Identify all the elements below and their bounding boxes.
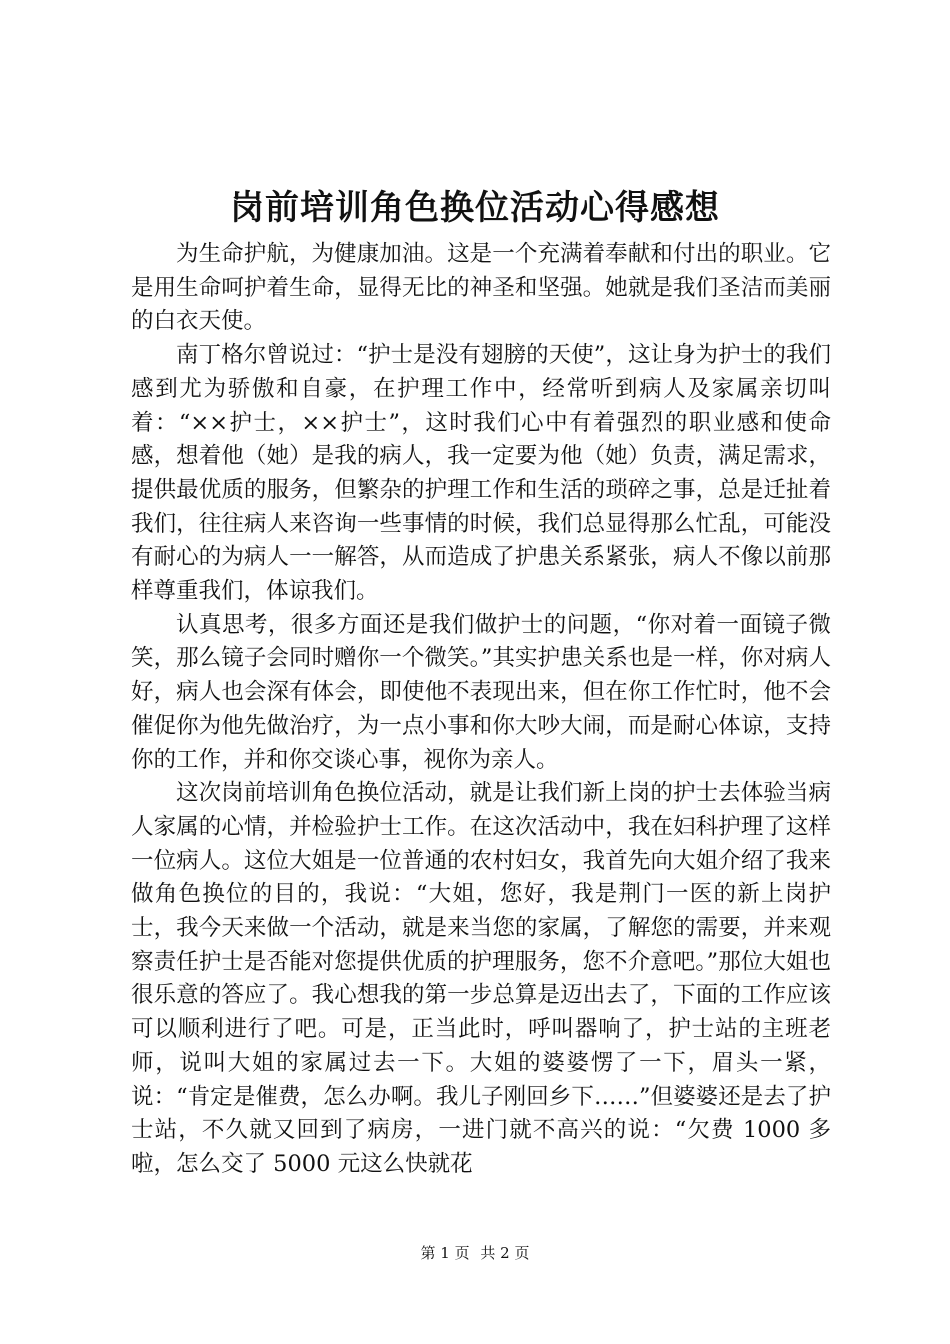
paragraph-2: 南丁格尔曾说过：“护士是没有翅膀的天使”，这让身为护士的我们感到尤为骄傲和自豪，在护理工作中，经常听到病人及家属亲切叫着：“××护士，××护士”，这时我们心中有着强烈的职业感和使命感，想着他（她）是我的病人，我一定要为他（她）负责，满足需求，提供最优质的服务，但繁杂的护理工作和生活的琐碎之事，总是迁扯着我们，往往病人来咨询一些事情的时候，我们总显得那么忙乱，可能没有耐心的为病人一一解答，从而造成了护患关系紧张，病人不像以前那样尊重我们，体谅我们。 (131, 342, 831, 605)
page-number-current: 第 1 页 (420, 1244, 470, 1262)
page-number-total: 共 2 页 (480, 1244, 530, 1262)
paragraph-4: 这次岗前培训角色换位活动，就是让我们新上岗的护士去体验当病人家属的心情，并检验护士工作。在这次活动中，我在妇科护理了这样一位病人。这位大姐是一位普通的农村妇女，我首先向大姐介绍了我来做角色换位的目的，我说：“大姐，您好，我是荆门一医的新上岗护士，我今天来做一个活动，就是来当您的家属，了解您的需要，并来观察责任护士是否能对您提供优质的护理服务，您不介意吧。”那位大姐也很乐意的答应了。我心想我的第一步总算是迈出去了，下面的工作应该可以顺利进行了吧。可是，正当此时，呼叫器响了，护士站的主班老师，说叫大姐的家属过去一下。大姐的婆婆愣了一下，眉头一紧，说：“肯定是催费，怎么办啊。我儿子刚回乡下……”但婆婆还是去了护士站，不久就又回到了病房，一进门就不高兴的说：“欠费 1000 多啦，怎么交了 5000 元这么快就花 (131, 780, 831, 1177)
document-title: 岗前培训角色换位活动心得感想 (230, 188, 720, 228)
document-body (131, 238, 831, 1182)
paragraph-3: 认真思考，很多方面还是我们做护士的问题，“你对着一面镜子微笑，那么镜子会同时赠你一个微笑。”其实护患关系也是一样，你对病人好，病人也会深有体会，即使他不表现出来，但在你工作忙时，他不会催促你为他先做治疗，为一点小事和你大吵大闹，而是耐心体谅，支持你的工作，并和你交谈心事，视你为亲人。 (131, 611, 831, 773)
page-footer (0, 1243, 950, 1263)
paragraph-1: 为生命护航，为健康加油。这是一个充满着奉献和付出的职业。它是用生命呵护着生命，显得无比的神圣和坚强。她就是我们圣洁而美丽的白衣天使。 (131, 241, 831, 335)
